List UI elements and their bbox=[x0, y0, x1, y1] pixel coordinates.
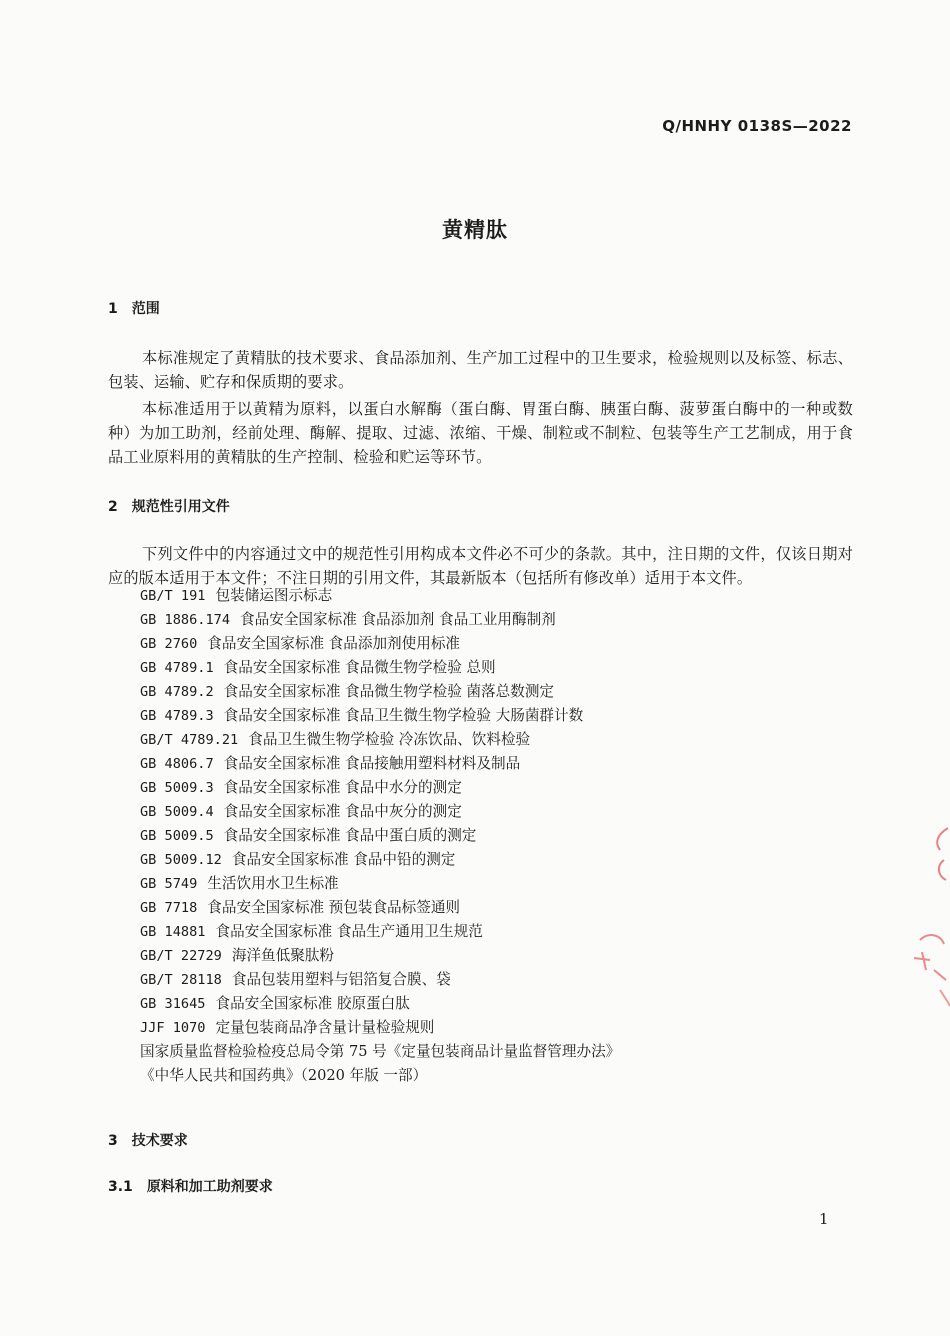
section-title: 范围 bbox=[131, 301, 160, 317]
reference-item: GB 5009.5 食品安全国家标准 食品中蛋白质的测定 bbox=[140, 827, 477, 844]
reference-item: GB 2760 食品安全国家标准 食品添加剂使用标准 bbox=[140, 635, 461, 652]
section-heading-3 bbox=[108, 1130, 188, 1150]
reference-item: GB/T 191 包装储运图示标志 bbox=[140, 587, 333, 604]
seal-stamp-fragment bbox=[900, 820, 950, 1010]
document-number: Q/HNHY 0138S—2022 bbox=[662, 117, 852, 135]
section-number: 2 bbox=[108, 499, 118, 515]
reference-item: GB 4789.1 食品安全国家标准 食品微生物学检验 总则 bbox=[140, 659, 496, 676]
reference-item: GB 4806.7 食品安全国家标准 食品接触用塑料材料及制品 bbox=[140, 755, 521, 772]
reference-item: GB 1886.174 食品安全国家标准 食品添加剂 食品工业用酶制剂 bbox=[140, 611, 556, 628]
reference-item: GB/T 4789.21 食品卫生微生物学检验 冷冻饮品、饮料检验 bbox=[140, 731, 531, 748]
section-number: 3 bbox=[108, 1133, 118, 1149]
reference-item: GB 5749 生活饮用水卫生标准 bbox=[140, 875, 339, 892]
section-title: 技术要求 bbox=[131, 1133, 188, 1149]
document-title: 黄精肽 bbox=[442, 218, 508, 242]
reference-item: GB 5009.3 食品安全国家标准 食品中水分的测定 bbox=[140, 779, 462, 796]
reference-item: 国家质量监督检验检疫总局令第 75 号《定量包装商品计量监督管理办法》 bbox=[140, 1043, 621, 1060]
reference-item: GB/T 22729 海洋鱼低聚肽粉 bbox=[140, 947, 335, 964]
section-title: 规范性引用文件 bbox=[131, 499, 230, 515]
section-heading-2 bbox=[108, 496, 230, 516]
section-number: 3.1 bbox=[108, 1179, 133, 1195]
section-title: 原料和加工助剂要求 bbox=[146, 1179, 273, 1195]
reference-item: GB/T 28118 食品包装用塑料与铝箔复合膜、袋 bbox=[140, 971, 451, 988]
reference-item: 《中华人民共和国药典》（2020 年版 一部） bbox=[140, 1067, 428, 1084]
reference-item: GB 4789.3 食品安全国家标准 食品卫生微生物学检验 大肠菌群计数 bbox=[140, 707, 584, 724]
reference-item: GB 5009.4 食品安全国家标准 食品中灰分的测定 bbox=[140, 803, 462, 820]
reference-item: GB 4789.2 食品安全国家标准 食品微生物学检验 菌落总数测定 bbox=[140, 683, 555, 700]
section-number: 1 bbox=[108, 301, 118, 317]
section-heading-3-1 bbox=[108, 1176, 273, 1196]
reference-item: GB 7718 食品安全国家标准 预包装食品标签通则 bbox=[140, 899, 461, 916]
reference-item: GB 14881 食品安全国家标准 食品生产通用卫生规范 bbox=[140, 923, 483, 940]
paragraph-references-intro: 下列文件中的内容通过文中的规范性引用构成本文件必不可少的条款。其中，注日期的文件，仅该日期对应的版本适用于本文件；不注日期的引用文件，其最新版本（包括所有修改单）适用于本文件。 bbox=[108, 545, 853, 587]
reference-item: GB 31645 食品安全国家标准 胶原蛋白肽 bbox=[140, 995, 410, 1012]
reference-item: GB 5009.12 食品安全国家标准 食品中铅的测定 bbox=[140, 851, 456, 868]
paragraph-scope-2: 本标准适用于以黄精为原料，以蛋白水解酶（蛋白酶、胃蛋白酶、胰蛋白酶、菠萝蛋白酶中的一种或数种）为加工助剂，经前处理、酶解、提取、过滤、浓缩、干燥、制粒或不制粒、包装等生产工艺制成，用于食品工业原料用的黄精肽的生产控制、检验和贮运等环节。 bbox=[108, 400, 853, 466]
page-number: 1 bbox=[819, 1210, 829, 1228]
reference-list bbox=[140, 584, 840, 1088]
reference-item: JJF 1070 定量包装商品净含量计量检验规则 bbox=[140, 1019, 435, 1036]
paragraph-scope-1: 本标准规定了黄精肽的技术要求、食品添加剂、生产加工过程中的卫生要求，检验规则以及标签、标志、包装、运输、贮存和保质期的要求。 bbox=[108, 349, 853, 391]
section-heading-1 bbox=[108, 298, 160, 318]
